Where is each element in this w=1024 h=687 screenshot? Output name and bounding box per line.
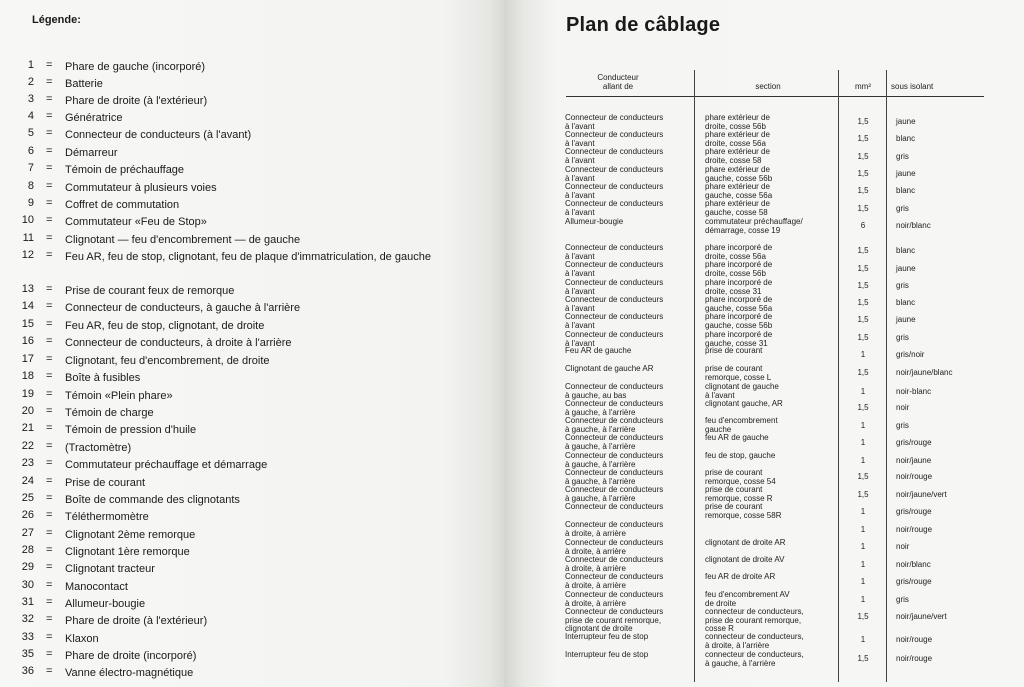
equals-sign: = [46, 300, 53, 312]
cell-mm: 1,5 [857, 186, 869, 195]
equals-sign: = [46, 162, 53, 174]
cell-isolant: noir/jaune/vert [896, 612, 947, 621]
equals-sign: = [46, 613, 53, 625]
legend-number: 27 [21, 527, 34, 539]
cell-mm: 1 [860, 595, 866, 604]
legend-text: Témoin de préchauffage [65, 164, 185, 176]
legend-number: 30 [21, 579, 34, 591]
cell-mm: 1 [860, 560, 866, 569]
cell-mm: 1 [860, 456, 866, 465]
legend-text: Allumeur-bougie [65, 598, 146, 610]
cell-section: feu d'encombrement AV de droite [705, 590, 790, 608]
cell-mm: 1 [860, 525, 866, 534]
legend-number: 20 [21, 405, 34, 417]
legend-text: Témoin de pression d'huile [65, 424, 197, 436]
legend-text: Coffret de commutation [65, 199, 180, 211]
column-divider-2 [838, 70, 839, 682]
cell-mm: 1,5 [857, 333, 869, 342]
equals-sign: = [46, 110, 53, 122]
column-divider-1 [694, 70, 695, 682]
cell-conducteur: Connecteur de conducteurs à l'avant [565, 113, 664, 131]
cell-conducteur: Connecteur de conducteurs à l'avant [565, 130, 664, 148]
legend-text: Démarreur [65, 147, 118, 159]
equals-sign: = [46, 648, 53, 660]
equals-sign: = [46, 527, 53, 539]
legend-text: Clignotant — feu d'encombrement — de gauche [65, 234, 301, 246]
cell-isolant: blanc [896, 246, 916, 255]
equals-sign: = [46, 596, 53, 608]
legend-text: Prise de courant feux de remorque [65, 285, 235, 297]
cell-section: feu d'encombrement gauche [705, 416, 778, 434]
legend-text: Téléthermomètre [65, 511, 149, 523]
cell-section: prise de courant remorque, cosse 58R [705, 502, 782, 520]
legend-title: Légende: [32, 14, 81, 26]
cell-conducteur: Connecteur de conducteurs à l'avant [565, 243, 664, 261]
cell-mm: 1,5 [857, 298, 869, 307]
cell-conducteur: Connecteur de conducteurs prise de courant remorque, clignotant de droite [565, 607, 664, 634]
legend-number: 35 [21, 648, 34, 660]
cell-isolant: noir/rouge [896, 654, 933, 663]
legend-number: 22 [21, 440, 34, 452]
equals-sign: = [46, 440, 53, 452]
cell-section: connecteur de conducteurs, à gauche, à l'arrière [705, 650, 804, 668]
cell-conducteur: Connecteur de conducteurs à gauche, à l'arrière [565, 416, 664, 434]
equals-sign: = [46, 544, 53, 556]
equals-sign: = [46, 561, 53, 573]
cell-conducteur: Connecteur de conducteurs à l'avant [565, 330, 664, 348]
legend-text: Clignotant 2ème remorque [65, 529, 196, 541]
legend-number: 10 [21, 214, 34, 226]
cell-mm: 1,5 [857, 169, 869, 178]
cell-conducteur: Connecteur de conducteurs à l'avant [565, 312, 664, 330]
legend-number: 15 [21, 318, 34, 330]
cell-isolant: jaune [896, 169, 916, 178]
equals-sign: = [46, 509, 53, 521]
cell-conducteur: Connecteur de conducteurs à l'avant [565, 147, 664, 165]
cell-isolant: gris/rouge [896, 438, 932, 447]
cell-section: phare incorporé de gauche, cosse 56b [705, 312, 773, 330]
legend-number: 2 [27, 76, 34, 88]
cell-conducteur: Connecteur de conducteurs à gauche, à l'arrière [565, 468, 664, 486]
cell-mm: 1,5 [857, 246, 869, 255]
legend-text: Boîte à fusibles [65, 372, 141, 384]
legend-text: Phare de droite (à l'extérieur) [65, 615, 208, 627]
cell-section: phare extérieur de droite, cosse 56a [705, 130, 770, 148]
cell-mm: 1 [860, 542, 866, 551]
legend-number: 14 [21, 300, 34, 312]
legend-number: 8 [27, 180, 34, 192]
legend-text: Commutateur préchauffage et démarrage [65, 459, 268, 471]
cell-mm: 1 [860, 421, 866, 430]
legend-text: Feu AR, feu de stop, clignotant, de droite [65, 320, 265, 332]
cell-conducteur: Connecteur de conducteurs à l'avant [565, 295, 664, 313]
cell-section: clignotant de droite AR [705, 538, 786, 547]
legend-number: 32 [21, 613, 34, 625]
cell-section: prise de courant remorque, cosse 54 [705, 468, 776, 486]
cell-conducteur: Interrupteur feu de stop [565, 650, 649, 659]
cell-conducteur: Connecteur de conducteurs à gauche, au bas [565, 382, 664, 400]
equals-sign: = [46, 492, 53, 504]
equals-sign: = [46, 335, 53, 347]
cell-isolant: gris/rouge [896, 577, 932, 586]
cell-section: phare incorporé de droite, cosse 56a [705, 243, 773, 261]
cell-isolant: noir [896, 542, 910, 551]
cell-conducteur: Connecteur de conducteurs à l'avant [565, 199, 664, 217]
legend-number: 3 [27, 93, 34, 105]
legend-text: Vanne électro-magnétique [65, 667, 194, 679]
equals-sign: = [46, 318, 53, 330]
cell-mm: 1 [860, 635, 866, 644]
equals-sign: = [46, 93, 53, 105]
cell-conducteur: Feu AR de gauche [565, 346, 632, 355]
legend-number: 12 [21, 249, 34, 261]
legend-text: Phare de droite (à l'extérieur) [65, 95, 208, 107]
cell-isolant: gris [896, 152, 909, 161]
legend-text: Klaxon [65, 633, 99, 645]
cell-section: prise de courant [705, 346, 763, 355]
legend-text: Génératrice [65, 112, 123, 124]
cell-conducteur: Clignotant de gauche AR [565, 364, 654, 373]
cell-isolant: gris/rouge [896, 507, 932, 516]
cell-isolant: noir [896, 403, 910, 412]
cell-isolant: gris/noir [896, 350, 925, 359]
cell-mm: 1,5 [857, 264, 869, 273]
legend-number: 9 [27, 197, 34, 209]
legend-number: 18 [21, 370, 34, 382]
legend-number: 4 [27, 110, 34, 122]
legend-text: Clignotant, feu d'encombrement, de droite [65, 355, 270, 367]
cell-conducteur: Connecteur de conducteurs à l'avant [565, 260, 664, 278]
legend-text: Batterie [65, 78, 103, 90]
header-mm: mm² [855, 82, 871, 91]
cell-conducteur: Connecteur de conducteurs à droite, à arrière [565, 572, 664, 590]
legend-number: 19 [21, 388, 34, 400]
legend-number: 7 [27, 162, 34, 174]
cell-conducteur: Connecteur de conducteurs à gauche, à l'arrière [565, 399, 664, 417]
cell-mm: 1,5 [857, 403, 869, 412]
cell-section: phare extérieur de gauche, cosse 56b [705, 165, 773, 183]
equals-sign: = [46, 370, 53, 382]
cell-isolant: noir/jaune/vert [896, 490, 947, 499]
cell-mm: 1,5 [857, 654, 869, 663]
equals-sign: = [46, 59, 53, 71]
cell-mm: 1,5 [857, 612, 869, 621]
equals-sign: = [46, 145, 53, 157]
legend-text: Prise de courant [65, 477, 146, 489]
cell-section: clignotant de gauche à l'avant [705, 382, 779, 400]
cell-section: phare extérieur de droite, cosse 56b [705, 113, 770, 131]
cell-conducteur: Connecteur de conducteurs à droite, à arrière [565, 590, 664, 608]
cell-isolant: noir/blanc [896, 221, 931, 230]
cell-isolant: noir/rouge [896, 635, 933, 644]
cell-conducteur: Interrupteur feu de stop [565, 632, 649, 641]
cell-mm: 6 [860, 221, 866, 230]
legend-number: 25 [21, 492, 34, 504]
cell-conducteur: Connecteur de conducteurs à l'avant [565, 165, 664, 183]
cell-isolant: gris [896, 281, 909, 290]
legend-text: Feu AR, feu de stop, clignotant, feu de plaque d'immatriculation, de gauche [65, 251, 431, 263]
cell-section: phare extérieur de droite, cosse 58 [705, 147, 770, 165]
cell-mm: 1,5 [857, 134, 869, 143]
cell-isolant: gris [896, 333, 909, 342]
equals-sign: = [46, 579, 53, 591]
legend-text: Témoin de charge [65, 407, 154, 419]
cell-conducteur: Connecteur de conducteurs à droite, à arrière [565, 520, 664, 538]
equals-sign: = [46, 76, 53, 88]
equals-sign: = [46, 197, 53, 209]
legend-text: Phare de gauche (incorporé) [65, 61, 206, 73]
equals-sign: = [46, 475, 53, 487]
cell-mm: 1 [860, 438, 866, 447]
legend-number: 31 [21, 596, 34, 608]
legend-text: Phare de droite (incorporé) [65, 650, 197, 662]
cell-isolant: noir/jaune/blanc [896, 368, 953, 377]
legend-number: 17 [21, 353, 34, 365]
equals-sign: = [46, 353, 53, 365]
cell-conducteur: Allumeur-bougie [565, 217, 624, 226]
cell-section: feu de stop, gauche [705, 451, 776, 460]
cell-conducteur: Connecteur de conducteurs à l'avant [565, 278, 664, 296]
cell-conducteur: Connecteur de conducteurs à l'avant [565, 182, 664, 200]
cell-section: phare incorporé de droite, cosse 31 [705, 278, 773, 296]
equals-sign: = [46, 405, 53, 417]
legend-text: Manocontact [65, 581, 128, 593]
legend-number: 6 [27, 145, 34, 157]
cell-conducteur: Connecteur de conducteurs à droite, à arrière [565, 538, 664, 556]
cell-section: feu AR de droite AR [705, 572, 776, 581]
legend-number: 29 [21, 561, 34, 573]
cell-isolant: blanc [896, 298, 916, 307]
cell-mm: 1 [860, 350, 866, 359]
cell-section: phare incorporé de gauche, cosse 56a [705, 295, 773, 313]
legend-number: 26 [21, 509, 34, 521]
cell-isolant: jaune [896, 264, 916, 273]
cell-mm: 1,5 [857, 490, 869, 499]
legend-text: Connecteur de conducteurs (à l'avant) [65, 129, 252, 141]
cell-mm: 1 [860, 507, 866, 516]
cell-conducteur: Connecteur de conducteurs [565, 502, 664, 511]
cell-isolant: gris [896, 204, 909, 213]
equals-sign: = [46, 214, 53, 226]
legend-text: Témoin «Plein phare» [65, 390, 173, 402]
column-divider-3 [886, 70, 887, 682]
legend-number: 33 [21, 631, 34, 643]
legend-text: Boîte de commande des clignotants [65, 494, 240, 506]
equals-sign: = [46, 283, 53, 295]
plan-title: Plan de câblage [566, 14, 721, 36]
legend-text: Connecteur de conducteurs, à gauche à l'arrière [65, 302, 301, 314]
legend-text: (Tractomètre) [65, 442, 132, 454]
cell-section: feu AR de gauche [705, 433, 769, 442]
cell-section: phare incorporé de gauche, cosse 31 [705, 330, 773, 348]
cell-isolant: noir/rouge [896, 525, 933, 534]
legend-number: 13 [21, 283, 34, 295]
cell-conducteur: Connecteur de conducteurs à gauche, à l'arrière [565, 451, 664, 469]
cell-isolant: noir/blanc [896, 560, 931, 569]
equals-sign: = [46, 388, 53, 400]
cell-isolant: noir-blanc [896, 387, 932, 396]
legend-number: 23 [21, 457, 34, 469]
equals-sign: = [46, 180, 53, 192]
cell-mm: 1 [860, 387, 866, 396]
legend-text: Commutateur à plusieurs voies [65, 182, 217, 194]
legend-text: Clignotant tracteur [65, 563, 155, 575]
cell-isolant: gris [896, 595, 909, 604]
cell-section: prise de courant remorque, cosse R [705, 485, 773, 503]
legend-number: 11 [22, 232, 34, 244]
legend-number: 1 [27, 59, 34, 71]
cell-isolant: gris [896, 421, 909, 430]
cell-section: clignotant de droite AV [705, 555, 785, 564]
cell-mm: 1,5 [857, 152, 869, 161]
header-isolant: sous isolant [891, 82, 934, 91]
equals-sign: = [46, 665, 53, 677]
equals-sign: = [46, 457, 53, 469]
equals-sign: = [46, 422, 53, 434]
legend-number: 24 [21, 475, 34, 487]
legend-text: Clignotant 1ère remorque [65, 546, 190, 558]
cell-isolant: blanc [896, 186, 916, 195]
cell-section: phare incorporé de droite, cosse 56b [705, 260, 773, 278]
cell-section: connecteur de conducteurs, à droite, à l'arrière [705, 632, 804, 650]
cell-section: phare extérieur de gauche, cosse 58 [705, 199, 770, 217]
cell-isolant: noir/jaune [896, 456, 932, 465]
legend-number: 16 [21, 335, 34, 347]
cell-section: connecteur de conducteurs, prise de courant remorque, cosse R [705, 607, 804, 634]
header-section: section [755, 82, 781, 91]
cell-mm: 1,5 [857, 281, 869, 290]
cell-mm: 1,5 [857, 368, 869, 377]
cell-section: phare extérieur de gauche, cosse 56a [705, 182, 773, 200]
legend-number: 5 [27, 127, 34, 139]
legend-number: 21 [21, 422, 34, 434]
legend-number: 36 [21, 665, 34, 677]
legend-text: Connecteur de conducteurs, à droite à l'arrière [65, 337, 292, 349]
cell-isolant: jaune [896, 117, 916, 126]
cell-conducteur: Connecteur de conducteurs à droite, à arrière [565, 555, 664, 573]
cell-mm: 1 [860, 577, 866, 586]
cell-isolant: noir/rouge [896, 472, 933, 481]
cell-mm: 1,5 [857, 204, 869, 213]
cell-section: clignotant gauche, AR [705, 399, 783, 408]
cell-mm: 1,5 [857, 315, 869, 324]
cell-mm: 1,5 [857, 117, 869, 126]
legend-number: 28 [21, 544, 34, 556]
cell-isolant: blanc [896, 134, 916, 143]
header-conducteur: Conducteur allant de [597, 73, 639, 91]
equals-sign: = [46, 631, 53, 643]
cell-conducteur: Connecteur de conducteurs à gauche, à l'arrière [565, 433, 664, 451]
cell-section: commutateur préchauffage/ démarrage, cosse 19 [705, 217, 803, 235]
cell-section: prise de courant remorque, cosse L [705, 364, 772, 382]
equals-sign: = [46, 249, 53, 261]
cell-mm: 1,5 [857, 472, 869, 481]
cell-isolant: jaune [896, 315, 916, 324]
equals-sign: = [46, 232, 53, 244]
cell-conducteur: Connecteur de conducteurs à gauche, à l'arrière [565, 485, 664, 503]
equals-sign: = [46, 127, 53, 139]
header-rule [566, 96, 984, 97]
legend-text: Commutateur «Feu de Stop» [65, 216, 207, 228]
